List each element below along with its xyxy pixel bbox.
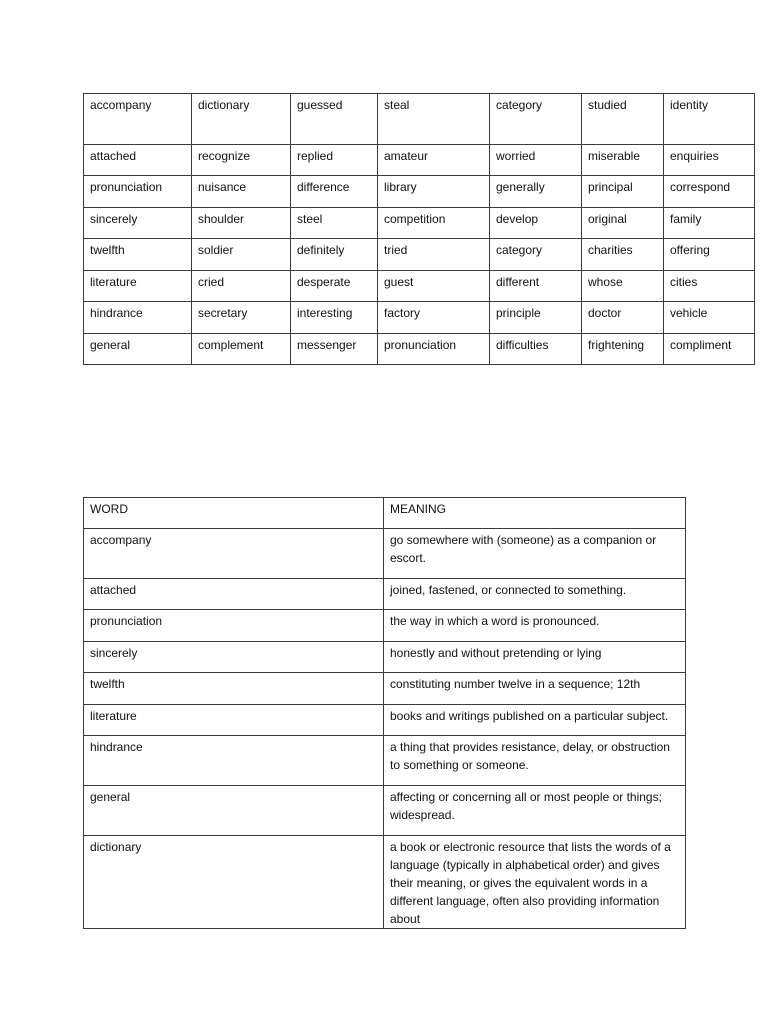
meaning-cell [384,736,686,786]
word-cell [84,736,384,786]
meaning-table-row [84,786,686,836]
spelling-word: replied [297,149,334,163]
spelling-table-cell [378,176,490,208]
meaning-table-row [84,642,686,673]
spelling-word: category [496,243,543,257]
spelling-table-cell [84,176,192,208]
meaning-table-row [84,529,686,579]
spelling-table-cell [490,208,582,239]
spelling-table-cell [664,271,755,302]
meaning-table-row [84,836,686,929]
spelling-word: soldier [198,243,234,257]
spelling-table-cell [582,94,664,145]
spelling-word: correspond [670,180,731,194]
spelling-table-cell [84,208,192,239]
spelling-word: original [588,212,627,226]
spelling-table-cell [192,145,291,176]
spelling-table-cell [192,208,291,239]
word-cell [84,836,384,929]
spelling-word: library [384,180,417,194]
spelling-word: amateur [384,149,429,163]
spelling-table-cell [291,208,378,239]
meaning-cell [384,529,686,579]
spelling-table-cell [291,94,378,145]
spelling-word: complement [198,338,264,352]
spelling-word: principal [588,180,633,194]
word-cell [84,610,384,642]
spelling-word: factory [384,306,421,320]
spelling-table-cell [192,334,291,365]
word-text: attached [90,583,137,597]
meaning-table-row [84,736,686,786]
spelling-table-cell [291,302,378,334]
word-text: hindrance [90,740,143,754]
spelling-word: offering [670,243,710,257]
spelling-word: difference [297,180,350,194]
meaning-cell [384,705,686,736]
word-text: general [90,790,131,804]
spelling-table-row [84,334,755,365]
meaning-text: joined, fastened, or connected to something. [390,583,627,597]
spelling-table-cell [490,239,582,271]
word-cell [84,673,384,705]
spelling-table-cell [664,145,755,176]
spelling-word: interesting [297,306,353,320]
spelling-table-cell [582,302,664,334]
meaning-text: a thing that provides resistance, delay, or obstruction to something or someone. [390,740,670,772]
word-column-header-cell [84,498,384,529]
spelling-table-row [84,302,755,334]
spelling-table-cell [664,94,755,145]
meaning-table-row [84,673,686,705]
spelling-table-cell [378,239,490,271]
word-text: sincerely [90,646,138,660]
spelling-table-row [84,271,755,302]
spelling-table-cell [84,334,192,365]
meaning-text: constituting number twelve in a sequence; 12th [390,677,641,691]
spelling-word: generally [496,180,545,194]
spelling-table-cell [291,271,378,302]
spelling-word: secretary [198,306,248,320]
spelling-table-cell [582,208,664,239]
meaning-text: go somewhere with (someone) as a companion or escort. [390,533,657,565]
meaning-cell [384,610,686,642]
spelling-table-cell [378,334,490,365]
spelling-word: nuisance [198,180,247,194]
word-cell [84,705,384,736]
spelling-table-cell [291,334,378,365]
spelling-word: twelfth [90,243,125,257]
spelling-table-cell [192,176,291,208]
word-text: pronunciation [90,614,163,628]
spelling-table-cell [490,94,582,145]
spelling-table-cell [490,302,582,334]
spelling-table-cell [378,94,490,145]
spelling-word: attached [90,149,137,163]
word-text: accompany [90,533,152,547]
spelling-table-row [84,94,755,145]
spelling-table-cell [378,271,490,302]
meaning-cell [384,836,686,929]
spelling-table-cell [378,302,490,334]
spelling-word: pronunciation [90,180,163,194]
spelling-table-cell [490,271,582,302]
word-column-header: WORD [90,502,128,516]
spelling-table-cell [582,239,664,271]
spelling-table-cell [582,176,664,208]
spelling-word: shoulder [198,212,245,226]
spelling-table-body [84,94,755,365]
spelling-word: hindrance [90,306,143,320]
spelling-table-cell [378,208,490,239]
spelling-word: identity [670,98,709,112]
spelling-table-cell [291,239,378,271]
meaning-table-row [84,705,686,736]
spelling-word: charities [588,243,633,257]
spelling-word: miserable [588,149,641,163]
spelling-word: principle [496,306,541,320]
spelling-table-cell [192,302,291,334]
spelling-word: different [496,275,540,289]
spelling-word: tried [384,243,408,257]
spelling-table-cell [582,334,664,365]
spelling-word: dictionary [198,98,250,112]
word-cell [84,642,384,673]
word-meaning-table [83,497,686,929]
spelling-word: pronunciation [384,338,457,352]
spelling-word: worried [496,149,536,163]
meaning-cell [384,579,686,610]
meaning-text: affecting or concerning all or most people or things; widespread. [390,790,662,822]
spelling-word: guest [384,275,414,289]
spelling-table-cell [84,271,192,302]
spelling-table-cell [490,145,582,176]
spelling-word: family [670,212,702,226]
spelling-word: guessed [297,98,343,112]
spelling-table-cell [582,271,664,302]
spelling-table-cell [84,145,192,176]
spelling-word: literature [90,275,137,289]
spelling-table-cell [291,176,378,208]
word-cell [84,579,384,610]
spelling-word: accompany [90,98,152,112]
word-cell [84,786,384,836]
spelling-word: vehicle [670,306,708,320]
spelling-word: develop [496,212,539,226]
meaning-table-row [84,610,686,642]
spelling-table-cell [664,239,755,271]
spelling-table-cell [192,271,291,302]
spelling-table-cell [378,145,490,176]
meaning-column-header-cell [384,498,686,529]
meaning-table-row [84,579,686,610]
spelling-table-cell [84,239,192,271]
spelling-table-cell [582,145,664,176]
spelling-word: frightening [588,338,645,352]
meaning-cell [384,673,686,705]
spelling-word: steel [297,212,323,226]
spelling-table-row [84,176,755,208]
spelling-word: recognize [198,149,251,163]
word-text: dictionary [90,840,142,854]
spelling-table-row [84,208,755,239]
word-cell [84,529,384,579]
meaning-text: books and writings published on a particular subject. [390,709,669,723]
spelling-word: difficulties [496,338,549,352]
spelling-table-row [84,239,755,271]
spelling-table-cell [664,302,755,334]
meaning-cell [384,642,686,673]
spelling-table-cell [490,334,582,365]
spelling-table-cell [490,176,582,208]
spelling-word: category [496,98,543,112]
meaning-table-header-row [84,498,686,529]
spelling-table-cell [664,176,755,208]
meaning-text: honestly and without pretending or lying [390,646,602,660]
spelling-word: cities [670,275,698,289]
spelling-word: compliment [670,338,732,352]
spelling-word: general [90,338,131,352]
meaning-column-header: MEANING [390,502,447,516]
spelling-table-cell [192,94,291,145]
spelling-word: sincerely [90,212,138,226]
spelling-word: definitely [297,243,345,257]
meaning-text: a book or electronic resource that lists the words of a language (typically in alphabetical order) and gives their meaning, or gives the equivalent words in a different language, often also providing information about [390,840,671,926]
spelling-word: cried [198,275,225,289]
spelling-table-cell [192,239,291,271]
word-text: twelfth [90,677,125,691]
spelling-table-cell [84,94,192,145]
spelling-word: doctor [588,306,622,320]
spelling-table-row [84,145,755,176]
meaning-text: the way in which a word is pronounced. [390,614,600,628]
spelling-word-table [83,93,755,365]
spelling-word: messenger [297,338,357,352]
word-text: literature [90,709,137,723]
spelling-word: whose [588,275,623,289]
meaning-cell [384,786,686,836]
spelling-word: desperate [297,275,351,289]
spelling-table-cell [664,334,755,365]
spelling-word: studied [588,98,627,112]
spelling-table-cell [84,302,192,334]
spelling-table-cell [291,145,378,176]
spelling-word: steal [384,98,410,112]
spelling-word: competition [384,212,446,226]
spelling-table-cell [664,208,755,239]
meaning-table-body [84,529,686,929]
spelling-word: enquiries [670,149,719,163]
